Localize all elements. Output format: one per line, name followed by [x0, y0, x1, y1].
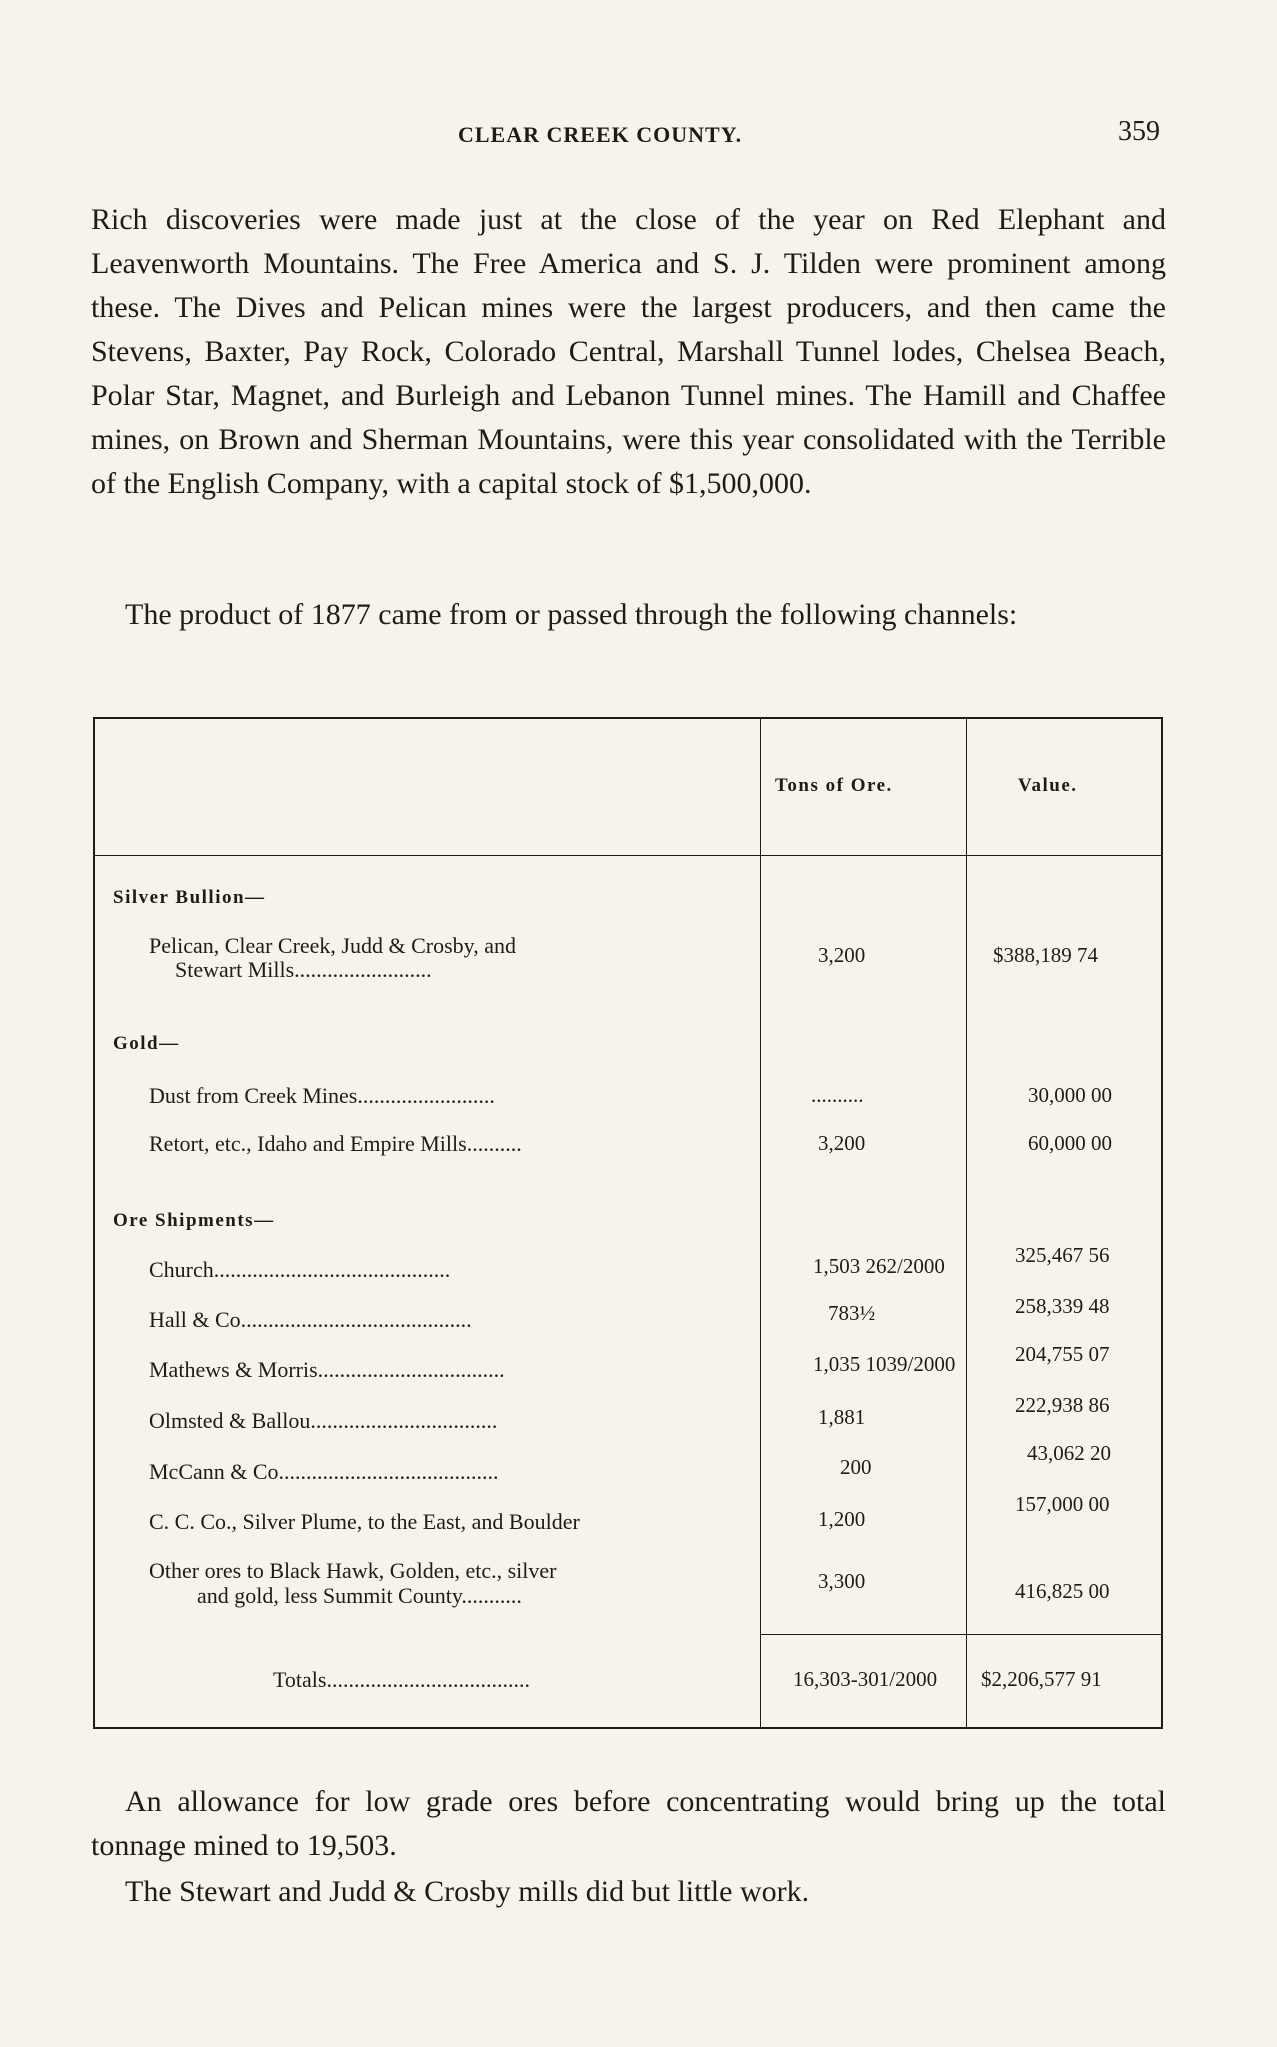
col-header-value: Value.	[1018, 775, 1078, 796]
paragraph-2: The product of 1877 came from or passed through the following channels:	[125, 598, 1018, 631]
gold-retort-label: Retort, etc., Idaho and Empire Mills..........	[149, 1131, 522, 1156]
running-head: CLEAR CREEK COUNTY.	[458, 122, 743, 147]
totals-rule	[760, 1634, 1163, 1635]
gold-dust-value: 30,000 00	[1028, 1083, 1112, 1107]
silver-value: $388,189 74	[993, 943, 1098, 967]
other-tons: 3,300	[818, 1569, 866, 1593]
gold-retort-value: 60,000 00	[1028, 1131, 1112, 1155]
paragraph-1: Rich discoveries were made just at the close of the year on Red Elephant and Leavenworth Mountains. The Free America and S. J. Tilden were prominent among these. The Dives and Pelican mines were the largest producers, and then came the Stevens, Baxter, Pay Rock, Colorado Central, Marshall Tunnel lodes, Chelsea Beach, Polar Star, Magnet, and Burleigh and Lebanon Tunnel mines. The Hamill and Chaffee mines, on Brown and Sherman Mountains, were this year consolidated with the Terrible of the English Company, with a capital stock of $1,500,000.	[91, 203, 1166, 500]
col-header-tons: Tons of Ore.	[775, 775, 893, 796]
other-value: 416,825 00	[1015, 1579, 1110, 1603]
other-label-1: Other ores to Black Hawk, Golden, etc., silver	[149, 1558, 557, 1583]
mccann-label: McCann & Co........................................	[149, 1459, 499, 1484]
other-label-2: and gold, less Summit County...........	[197, 1583, 522, 1608]
ccco-value: 157,000 00	[1015, 1492, 1110, 1516]
paragraph-4: The Stewart and Judd & Crosby mills did but little work.	[125, 1875, 810, 1908]
ccco-label: C. C. Co., Silver Plume, to the East, and Boulder	[149, 1509, 580, 1534]
olmsted-label: Olmsted & Ballou..................................	[149, 1408, 498, 1433]
mccann-value: 43,062 20	[1027, 1441, 1111, 1465]
section-silver-bullion: Silver Bullion—	[113, 887, 266, 908]
hall-tons: 783½	[828, 1301, 876, 1325]
church-label: Church...........................................	[149, 1257, 451, 1282]
totals-label: Totals.....................................	[273, 1667, 530, 1692]
mathews-value: 204,755 07	[1015, 1342, 1110, 1366]
paragraph-3: An allowance for low grade ores before concentrating would bring up the total tonnage mined to 19,503.	[91, 1785, 1166, 1862]
col-rule-1	[760, 717, 761, 1729]
header-rule	[93, 855, 1163, 856]
section-gold: Gold—	[113, 1033, 180, 1054]
totals-value: $2,206,577 91	[981, 1667, 1102, 1691]
table-bottom-rule	[93, 1727, 1163, 1729]
gold-dust-label: Dust from Creek Mines.........................	[149, 1083, 495, 1108]
silver-row-label-1: Pelican, Clear Creek, Judd & Crosby, and	[149, 933, 516, 958]
church-tons: 1,503 262/2000	[813, 1254, 945, 1278]
olmsted-tons: 1,881	[818, 1405, 866, 1429]
section-ore-shipments: Ore Shipments—	[113, 1210, 275, 1231]
silver-tons: 3,200	[818, 943, 866, 967]
church-value: 325,467 56	[1015, 1243, 1110, 1267]
mathews-label: Mathews & Morris..................................	[149, 1357, 505, 1382]
production-table	[93, 717, 1163, 1729]
hall-value: 258,339 48	[1015, 1294, 1110, 1318]
totals-tons: 16,303-301/2000	[793, 1667, 938, 1691]
table-left-rule	[93, 717, 95, 1729]
table-right-rule	[1161, 717, 1163, 1729]
hall-label: Hall & Co..........................................	[149, 1307, 472, 1332]
mccann-tons: 200	[840, 1455, 872, 1479]
mathews-tons: 1,035 1039/2000	[813, 1352, 956, 1376]
table-top-rule	[93, 717, 1163, 719]
olmsted-value: 222,938 86	[1015, 1393, 1110, 1417]
gold-dust-tons: ..........	[811, 1083, 864, 1107]
page-number: 359	[1118, 116, 1160, 147]
gold-retort-tons: 3,200	[818, 1131, 866, 1155]
ccco-tons: 1,200	[818, 1507, 866, 1531]
silver-row-label-2: Stewart Mills.........................	[175, 957, 432, 982]
